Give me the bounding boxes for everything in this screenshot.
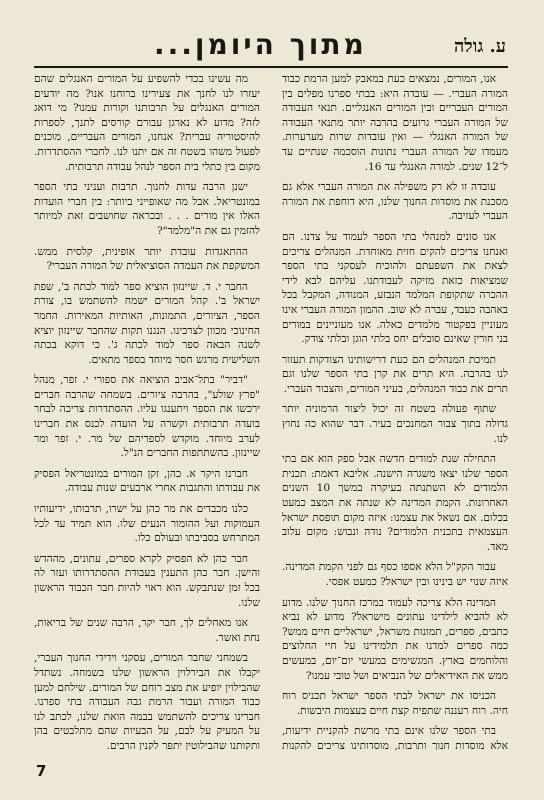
paragraph: החבר י. ד. שיינזון הוציא ספר למוד לכתה ב', שפת ישראל ב'. קהל המורים ישמח להשתמש בו, צורת הספר, הציורים, התמונות, האותיות המאירות. החמר החינוכי מכוון לצרכינו. הנגנו תקות שהחבר שיינזון יוציא לשנה הבאה ספר למוד לכתה ג'. כי דוקא בכתה השלישית מרגש חסר מיוחד בספר מתאים.: [34, 280, 260, 366]
paragraph: ישנן הרבה עדות לחנוך. תרבות ועניני בתי הספר במונטריאל. אבל מה שאופייני ביותר: בין חברי הועדות האלו אין מורים . . . ובכראה שחושבים זאת למיותר להזמין גם את ה"מלמד"?: [34, 181, 260, 237]
paragraph: שתוף פעולה בשטח זה יכול ליצור הרמוניה יותר גדולה בתוך צבור המחנכים בעיר. דבר שהוא כה נחוץ לנו.: [282, 403, 508, 445]
paragraph: המדינה הלא צריכה לעמוד במרכז החנוך שלנו. מדוע לא להביא לילדינו עתונים מישראל? מדוע לא נביא כתבים, ספרים, תמונות משראל, ישראליים חיים ממש? כמה ספרים למדנו את תלמידינו על חיי החלוצים והלוחמים בארץ. המגשימים במעשי יום־יום, במעשים ממש את האידיאלים של הנביאים ושל טובי עמנו?: [282, 596, 508, 682]
text-columns: [34, 72, 508, 750]
paragraph: בשמחני שחבר המורים, עסקני וידידי החנוך העברי, יקבלו את הבירלוין הראשון שלנו בשמחה. נשתדל שהבילוין יופיע את מצב רוחם של המורים. שילחם למען כבוד המורה ועבור הרמת גבה העבודה בתי ספרנו. חברינו צריכים להשתמש בבמה הואת שלנו, לכתב לנו על המעיק על לבם, על הבעיות שהם מתלבטים בהן ותקותנו שהבילוטין יתפר לקנין הרבים.: [34, 652, 260, 750]
paragraph: "דביר" בתל־אביב הוציאה את ספורי י. זפר, מנהל "פרץ שולע", בהרבה ציורים. בשמחה שהרבה חברים ירכשו את הספר ויתענגו עליו. ההסתדרות צריכה לבחר בועדה תרבותית וקשרה על הועדה לכנס את חברינו לערב מיוחד. מוקדש לספריהם של מר. י. זפר ומר שיינזון. בהשתתפות החברים הנ"ל.: [34, 374, 260, 460]
left-column: [34, 72, 260, 750]
paragraph: הכניסו את ישראל לבתי הספר ישראל תכניס רוח חיה. רוח רעננה שתפיח קצת חיים בעצמות היבשות.: [282, 690, 508, 717]
paragraph: עבור הקק"ל הלא אספו כסף גם לפני הקמת המדינה. איזה שנוי יש בינינו ובין ישראל? כמעט אפסי.: [282, 561, 508, 588]
paragraph: תמיכת המנהלים הם כעת דרישותינו הצודקות תעזור לנו בהרבה. היא תרים את קרן בתי הספר שלנו וגם תרים את כבוד המנהלים, בעיני המורים, והצבור העברי.: [282, 353, 508, 395]
author-name: ע. גולה: [453, 36, 506, 57]
page-header: [34, 28, 508, 68]
paragraph: חברנו היקר א. כהן, זקן המורים במונטריאל הפסיק את עבודתו והתגבות אחרי ארבעים שנות עבודה.: [34, 467, 260, 495]
paragraph: חבר כהן לא הפסיק לקרא ספרים, עתונים, מההדש והישן. חבר כהן התענין בעבודת ההסתדרותו ועזר לה בכל זמן שנתבקש. הוא ראוי להיות חבר הכבוד הראשון שלנו.: [34, 552, 260, 609]
article-title: מתוך היומן...: [154, 28, 367, 61]
paragraph: אנו, המורים, נמצאים כעת במאבק למען הרמת כבוד המורה העברי. — עובדה היא: בבתי ספרנו מפלים בין המורים העבריים ובין המורים האנגליים. תנאי העבודה של המורה העברי גרועים בהרבה יותר מתנאי העבודה של המורה האנגלי — ואין עובדות שרות מערערות. מעמדו של המורה העברי נתונות הוסכמה שנתיים עד ל־12 שנים. למורה האנגלי עד 16.: [282, 73, 508, 173]
paragraph: אנו מאחלים לך, חבר יקר, הרבה שנים של בריאות, נחת ואשר.: [34, 617, 260, 644]
right-column: [282, 72, 508, 750]
paragraph: בתי הספר שלנו אינם בתי מרשת להקניית ידיעות, אלא מוסדות חנוך ותרבות, מוסדותינו צריכים להקנות: [282, 725, 508, 750]
paragraph: מה עשינו בכדי להשפיע על המורים האנגלים שהם יעזרו לנו לחנך את צעירינו ברוחנו אנו? מה יודעים המורים האנגלים על תרבותנו וקורות עמנו? מי דואג לזה? מדוע לא נארגן עבורם קורסים לתנך, לספרות להיסטוריה עברית? אנחנו, המורים העבריים, מוכנים לפעול משהו בשטח זה אם יתנו לנו. לחברי ההסתדרות. מקום בין כתלי בית הספר לנהל עבודה תרבותית.: [34, 73, 260, 173]
page-number: 7: [36, 762, 47, 780]
paragraph: אנו סונים למנהלי בתי הספר לעמוד על צדנו. הם ואנחנו צריכים להקים חזית מאוחדת. המנהלים צריכים לצאת את השפעתם ולהוכיח לעסקני בתי הספר שמציאות כזאת מזיקה לעבודתנו. עליהם לבא לידי ההכרה שתקופת המלמד הנבזע, המנודה, המקבל בכל באהבה כעבד, עברה לא שוב. ההמון המורה העברי אינו מעוניין בפקטור מלמדים כאלה. אנו מעוניינים במורים בני חורין שאינם סובלים יחס בלתי הוגן ובלתי צודק.: [282, 230, 508, 346]
paragraph: ההתאגדות עובדת יותר אופינית, קלסית ממש. המשקפת את העמדה הסוציאלית של המורה העברי?: [34, 245, 260, 273]
paragraph: התחילה שנת למודים חדשה אבל ספק הוא אם בתי הספר שלנו יצאו משגרה הישנה. אליבא דאמת: תכנית הלמודים לא השתנתה בעיקרה במשך 10 השנים האחרונות. הקמת המדינה לא שנתה את המצב כמעט בכלום. אם נשאל את עצמנו: איזה מקום תופסת ישראל העצמאית בתכנית הלמודים? נודה ונבוש: מקום עלוב מאד.: [282, 453, 508, 553]
paragraph: כלנו מכבדים את מר כהן על ישרו, תרבותו, ידיעותיו העמוקות ועל ההומור הנעים שלו. הוא תמיד עד לכל המתרחש בסביבתו ובעולם כלו.: [34, 503, 260, 545]
paragraph: עובדה זו לא רק משפילה את המורה העברי אלא גם מסכנת את מוסדות החנוך שלנו, היא דוחפת את המורה העברי לעזיבה.: [282, 181, 508, 223]
